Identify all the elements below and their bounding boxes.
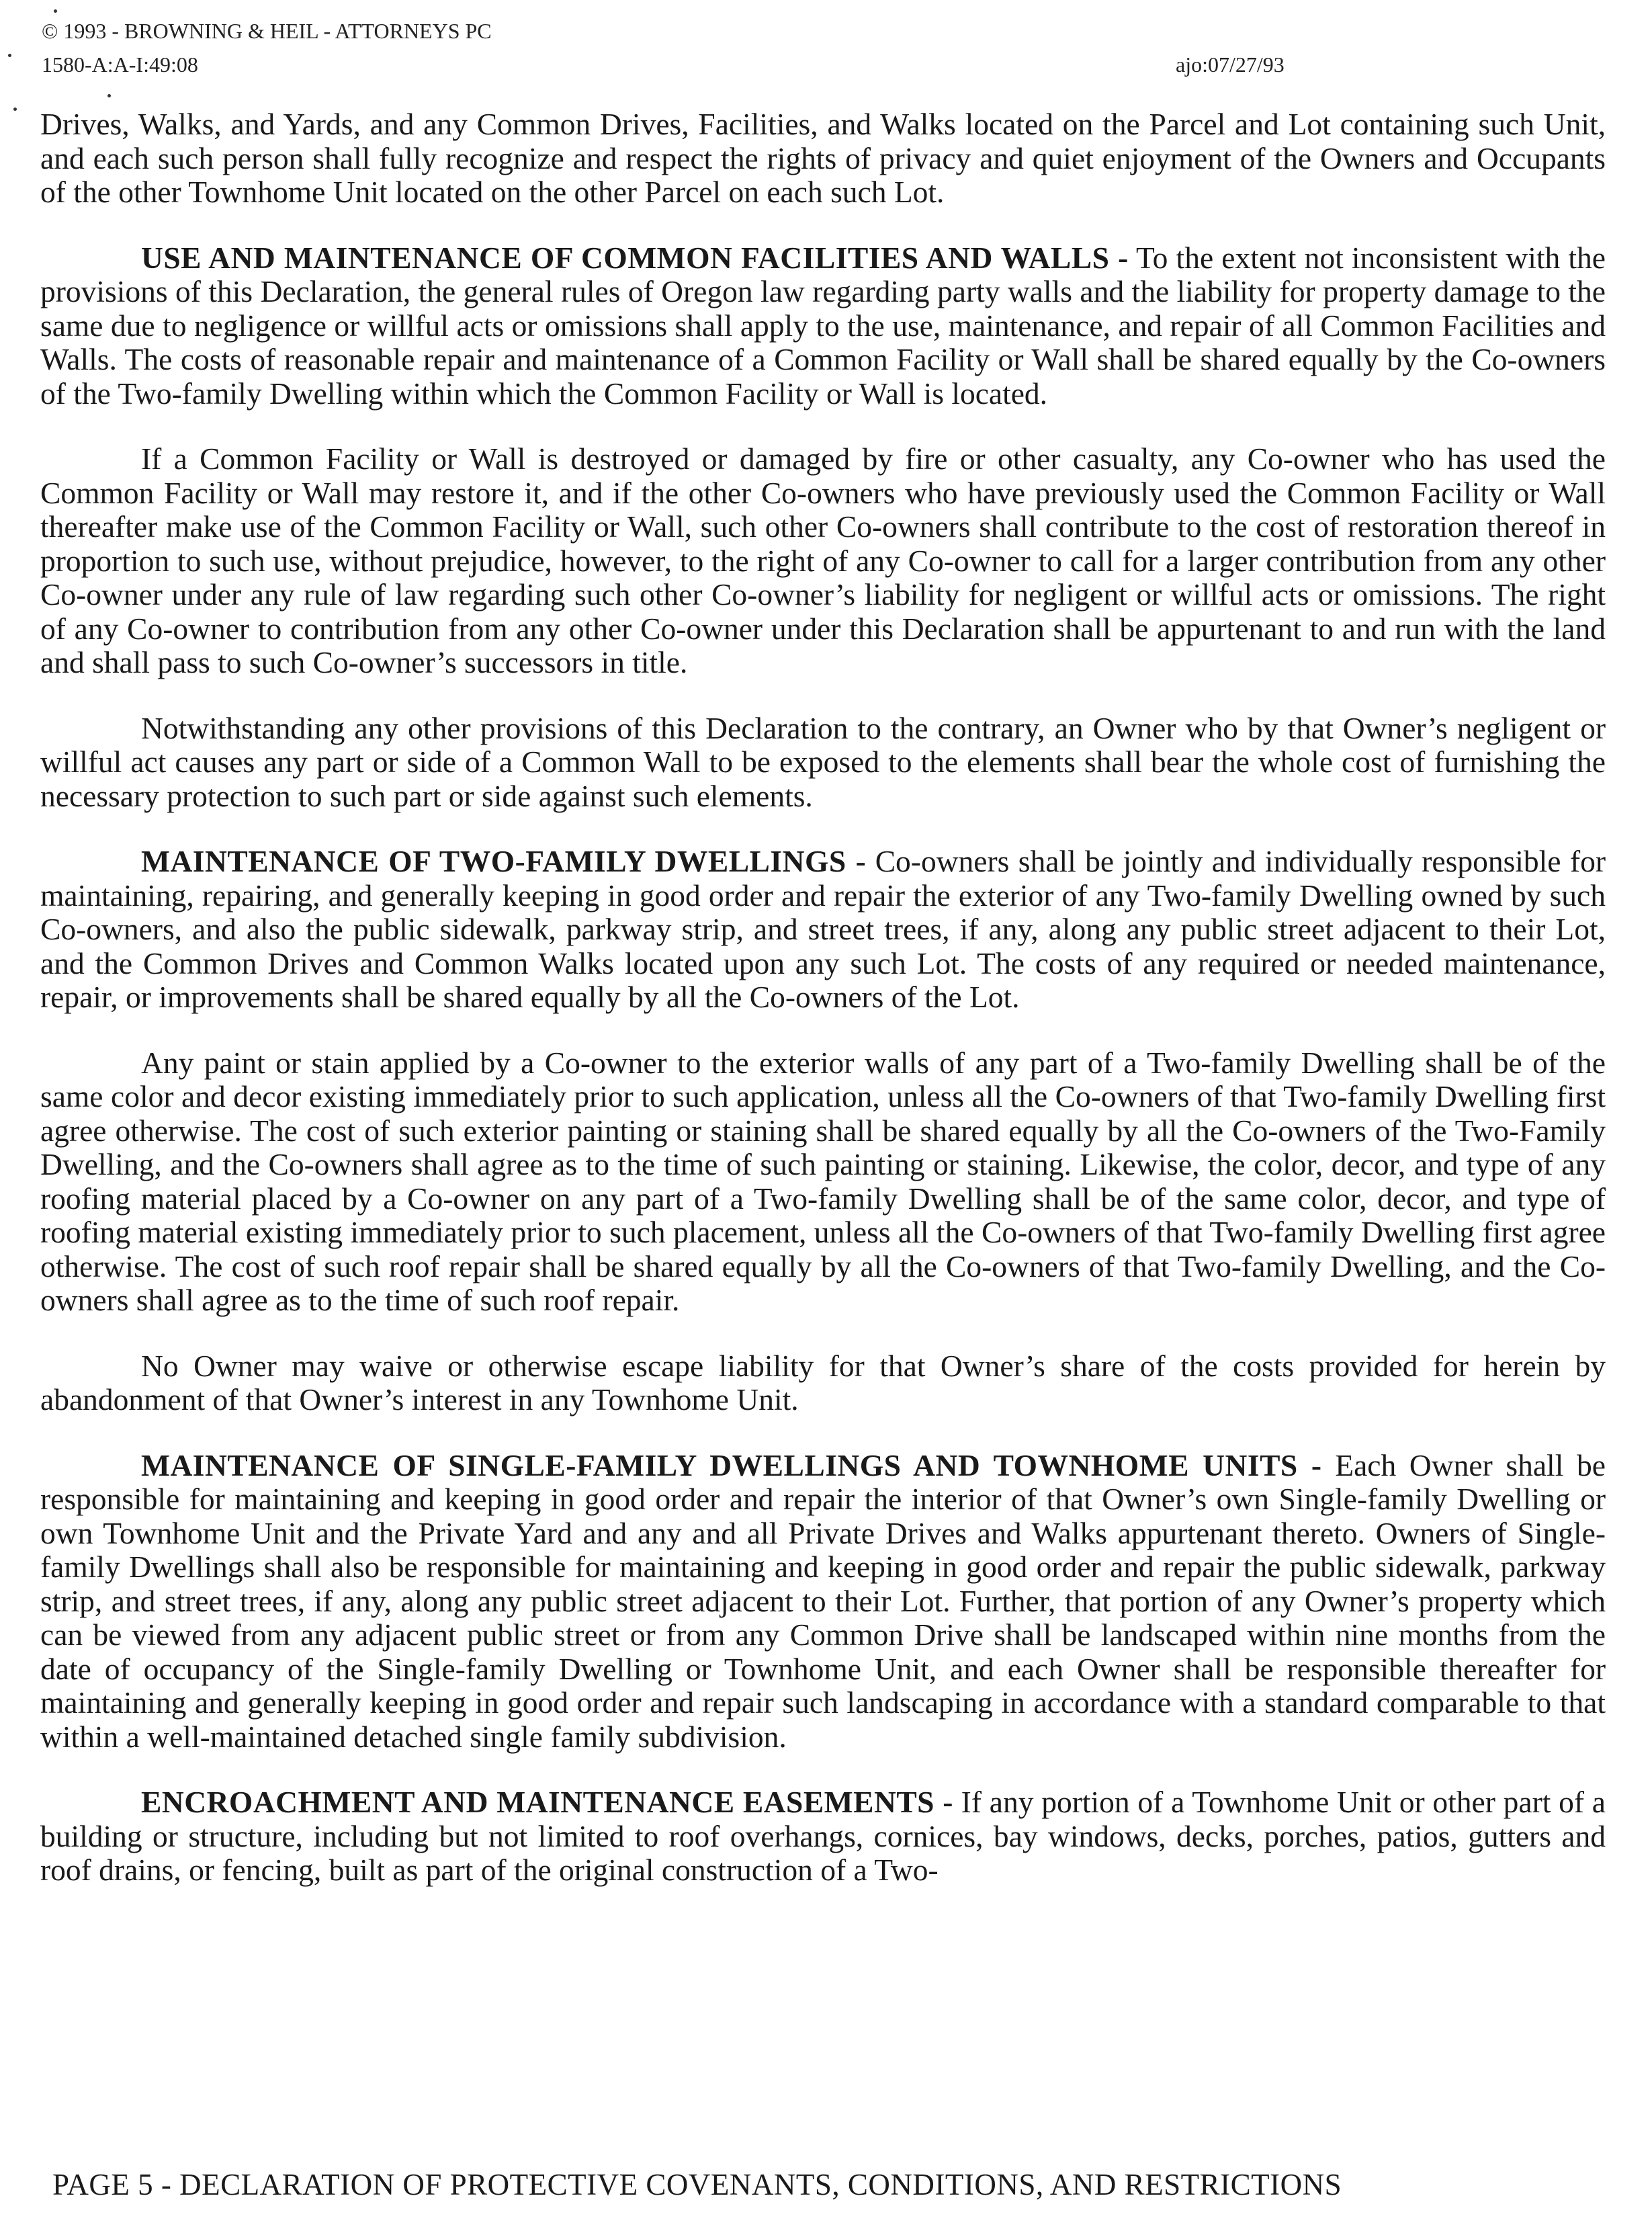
section-heading: MAINTENANCE OF TWO-FAMILY DWELLINGS - [141,844,867,878]
section-text: Each Owner shall be responsible for maintaining and keeping in good order and repair the interior of that Owner’s own Single-family Dwelling or own Townhome Unit and the Private Yard and any and all Private Drives and Walks appurtenant thereto. Owners of Single-family Dwellings shall also be responsible for maintaining and keeping in good order and repair the public sidewalk, parkway strip, and street trees, if any, along any public street adjacent to their Lot. Further, that portion of any Owner’s property which can be viewed from any adjacent public street or from any Common Drive shall be landscaped within nine months from the date of occupancy of the Single-family Dwelling or Townhome Unit, and each Owner shall be responsible thereafter for maintaining and generally keeping in good order and repair such landscaping in accordance with a standard comparable to that within a well-maintained detached single family subdivision. [40,1447,1606,1754]
section-text: To the extent not inconsistent with the provisions of this Declaration, the general rules of Oregon law regarding party walls and the liability for property damage to the same due to negligence or willful acts or omissions shall apply to the use, maintenance, and repair of all Common Facilities and Walls. The costs of reasonable repair and maintenance of a Common Facility or Wall shall be shared equally by the Co-owners of the Two-family Dwelling within which the Common Facility or Wall is located. [40,240,1606,411]
section-two-family-dwellings [40,845,1606,1015]
page-footer: PAGE 5 - DECLARATION OF PROTECTIVE COVENANTS, CONDITIONS, AND RESTRICTIONS [52,2168,1342,2201]
paragraph-negligent-act: Notwithstanding any other provisions of this Declaration to the contrary, an Owner who by that Owner’s negligent or willful act causes any part or side of a Common Wall to be exposed to the elements shall bear the whole cost of furnishing the necessary protection to such part or side against such elements. [40,710,1606,813]
document-body [40,108,1606,1888]
paragraph-no-waiver: No Owner may waive or otherwise escape liability for that Owner’s share of the costs provided for herein by abandonment of that Owner’s interest in any Townhome Unit. [40,1348,1606,1417]
copyright-header: © 1993 - BROWNING & HEIL - ATTORNEYS PC [42,19,492,43]
section-heading: MAINTENANCE OF SINGLE-FAMILY DWELLINGS AND TOWNHOME UNITS - [141,1447,1322,1482]
scan-speck [13,108,17,111]
document-code: 1580-A:A-I:49:08 [42,52,198,77]
scan-speck [107,94,111,97]
section-single-family-dwellings [40,1449,1606,1755]
section-common-facilities [40,241,1606,411]
scan-speck [8,54,11,57]
initials-date: ajo:07/27/93 [1176,52,1285,77]
section-heading: USE AND MAINTENANCE OF COMMON FACILITIES AND WALLS - [141,240,1129,275]
paragraph-continuation: Drives, Walks, and Yards, and any Common Drives, Facilities, and Walks located on the Parcel and Lot containing such Unit, and each such person shall fully recognize and respect the rights of privacy and quiet enjoyment of the Owners and Occupants of the other Townhome Unit located on the other Parcel on each such Lot. [40,107,1606,209]
paragraph-paint-and-roofing: Any paint or stain applied by a Co-owner to the exterior walls of any part of a Two-family Dwelling shall be of the same color and decor existing immediately prior to such application, unless all the Co-owners of that Two-family Dwelling first agree otherwise. The cost of such exterior painting or staining shall be shared equally by all the Co-owners of the Two-Family Dwelling, and the Co-owners shall agree as to the time of such painting or staining. Likewise, the color, decor, and type of any roofing material placed by a Co-owner on any part of a Two-family Dwelling shall be of the same color, decor, and type of roofing material existing immediately prior to such placement, unless all the Co-owners of that Two-family Dwelling first agree otherwise. The cost of such roof repair shall be shared equally by all the Co-owners of that Two-family Dwelling, and the Co-owners shall agree as to the time of such roof repair. [40,1045,1606,1317]
section-text: Co-owners shall be jointly and individually responsible for maintaining, repairing, and generally keeping in good order and repair the exterior of any Two-family Dwelling owned by such Co-owners, and also the public sidewalk, parkway strip, and street trees, if any, along any public street adjacent to their Lot, and the Common Drives and Common Walks located upon any such Lot. The costs of any required or needed maintenance, repair, or improvements shall be shared equally by all the Co-owners of the Lot. [40,844,1606,1014]
section-encroachment-easements [40,1785,1606,1888]
section-text: If any portion of a Townhome Unit or other part of a building or structure, including but not limited to roof overhangs, cornices, bay windows, decks, porches, patios, gutters and roof drains, or fencing, built as part of the original construction of a Two- [40,1785,1606,1887]
scan-speck [54,9,57,13]
paragraph-restoration: If a Common Facility or Wall is destroyed or damaged by fire or other casualty, any Co-owner who has used the Common Facility or Wall may restore it, and if the other Co-owners who have previously used the Common Facility or Wall thereafter make use of the Common Facility or Wall, such other Co-owners shall contribute to the cost of restoration thereof in proportion to such use, without prejudice, however, to the right of any Co-owner to call for a larger contribution from any other Co-owner under any rule of law regarding such other Co-owner’s liability for negligent or willful acts or omissions. The right of any Co-owner to contribution from any other Co-owner under this Declaration shall be appurtenant to and run with the land and shall pass to such Co-owner’s successors in title. [40,441,1606,679]
section-heading: ENCROACHMENT AND MAINTENANCE EASEMENTS - [141,1785,953,1819]
